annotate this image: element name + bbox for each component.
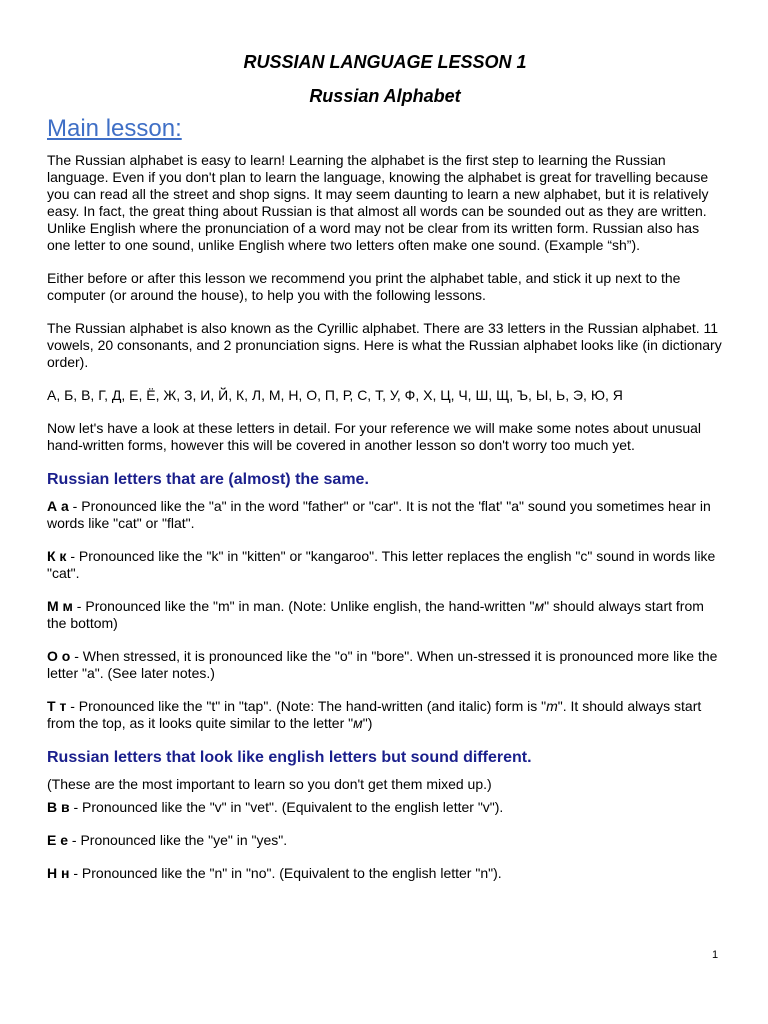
letter-entry-o bbox=[47, 648, 723, 682]
letter-description-end: " should always start from the bottom) bbox=[47, 598, 704, 631]
letter-entry-a bbox=[47, 498, 723, 532]
letter-label: М м bbox=[47, 598, 73, 614]
letter-label: К к bbox=[47, 548, 67, 564]
different-letters-heading: Russian letters that look like english letters but sound different. bbox=[47, 749, 532, 766]
letter-label: Н н bbox=[47, 865, 70, 881]
letter-label: Т т bbox=[47, 698, 67, 714]
letter-label: В в bbox=[47, 799, 70, 815]
cyrillic-paragraph: The Russian alphabet is also known as the Cyrillic alphabet. There are 33 letters in the Russian alphabet. 11 vowels, 20 consonants, and 2 pronunciation signs. Here is what the Russian alphabet looks like (in dictionary order). bbox=[47, 320, 722, 370]
handwritten-form: m bbox=[546, 698, 558, 714]
letter-label: О о bbox=[47, 648, 71, 664]
handwritten-form: м bbox=[534, 598, 545, 614]
document-page bbox=[47, 50, 723, 898]
letter-description: - Pronounced like the "k" in "kitten" or "kangaroo". This letter replaces the english "c" sound in words like "cat". bbox=[47, 548, 716, 581]
letter-description: - Pronounced like the "m" in man. (Note: Unlike english, the hand-written " bbox=[72, 598, 535, 614]
letter-entry-v bbox=[47, 799, 723, 816]
alphabet-list: А, Б, В, Г, Д, Е, Ё, Ж, З, И, Й, К, Л, М, Н, О, П, Р, С, Т, У, Ф, Х, Ц, Ч, Ш, Щ, Ъ, Ы, Ь, Э, Ю, Я bbox=[47, 387, 623, 403]
section-note: (These are the most important to learn so you don't get them mixed up.) bbox=[47, 776, 492, 792]
letter-label: А а bbox=[47, 498, 69, 514]
letter-description-mid: ". It should always start from the top, as it looks quite similar to the letter " bbox=[47, 698, 702, 731]
letter-entry-ye bbox=[47, 832, 723, 849]
letter-description: - Pronounced like the "n" in "no". (Equivalent to the english letter "n"). bbox=[69, 865, 502, 881]
detail-paragraph: Now let's have a look at these letters in detail. For your reference we will make some notes about unusual hand-written forms, however this will be covered in another lesson so don't worry too much yet. bbox=[47, 420, 702, 453]
letter-entry-m bbox=[47, 598, 723, 632]
letter-description: - Pronounced like the "ye" in "yes". bbox=[68, 832, 288, 848]
intro-paragraph: The Russian alphabet is easy to learn! Learning the alphabet is the first step to learning the Russian language. Even if you don't plan to learn the language, knowing the alphabet is great for travelling because you can read all the street and shop signs. It may seem daunting to learn a new alphabet, but it is relatively easy. In fact, the great thing about Russian is that almost all words can be sounded out as they are written. Unlike English where the pronunciation of a word may not be clear from its written form. Russian also has one letter to one sound, unlike English where two letters often make one sound. (Example “sh”). bbox=[47, 152, 709, 253]
letter-entry-k bbox=[47, 548, 723, 582]
letter-description: - When stressed, it is pronounced like the "o" in "bore". When un-stressed it is pronounced more like the letter "a". (See later notes.) bbox=[47, 648, 718, 681]
letter-description: - Pronounced like the "a" in the word "father" or "car". It is not the 'flat' "a" sound you sometimes hear in words like "cat" or "flat". bbox=[47, 498, 711, 531]
letter-description-end: ") bbox=[362, 715, 373, 731]
letter-entry-n bbox=[47, 865, 723, 882]
letter-entry-t bbox=[47, 698, 723, 732]
main-lesson-heading: Main lesson: bbox=[47, 115, 182, 142]
print-table-paragraph: Either before or after this lesson we recommend you print the alphabet table, and stick it up next to the computer (or around the house), to help you with the following lessons. bbox=[47, 270, 681, 303]
page-number: 1 bbox=[712, 949, 719, 961]
lesson-subtitle: Russian Alphabet bbox=[309, 86, 461, 106]
letter-label: Е е bbox=[47, 832, 69, 848]
lesson-title: RUSSIAN LANGUAGE LESSON 1 bbox=[243, 52, 527, 72]
letter-description: - Pronounced like the "v" in "vet". (Equivalent to the english letter "v"). bbox=[69, 799, 504, 815]
similar-letter: м bbox=[353, 715, 363, 731]
same-letters-heading: Russian letters that are (almost) the same. bbox=[47, 471, 369, 488]
letter-description: - Pronounced like the "t" in "tap". (Note: The hand-written (and italic) form is " bbox=[66, 698, 547, 714]
